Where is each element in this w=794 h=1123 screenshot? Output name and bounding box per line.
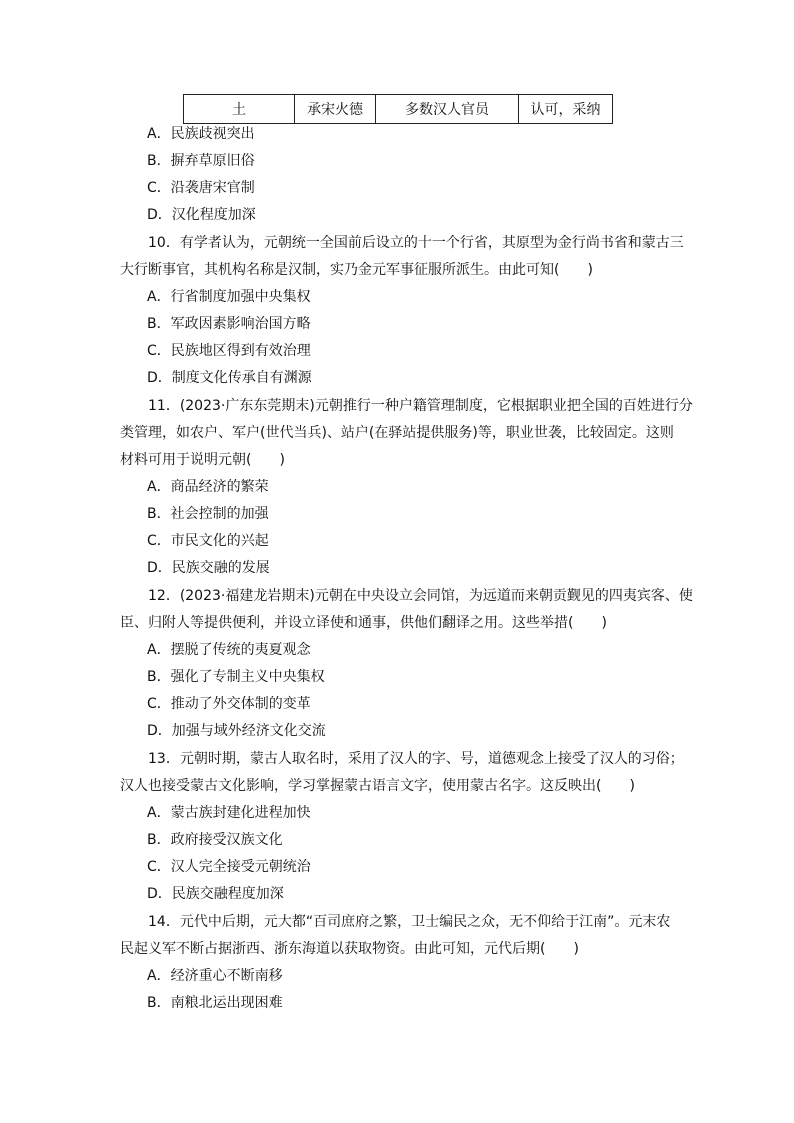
q14-option-a[interactable]: A．经济重心不断南移 bbox=[147, 968, 283, 984]
q11-stem-line1: 11．(2023·广东东莞期末)元朝推行一种户籍管理制度，它根据职业把全国的百姓进行分 bbox=[148, 398, 693, 414]
q9-option-d[interactable]: D．汉化程度加深 bbox=[147, 207, 256, 223]
table-cell-virtue: 承宋火德 bbox=[295, 95, 376, 124]
q13-option-a[interactable]: A．蒙古族封建化进程加快 bbox=[147, 805, 311, 821]
q9-option-a[interactable]: A．民族歧视突出 bbox=[147, 126, 255, 142]
answer-table bbox=[183, 94, 613, 124]
q14-stem-line1: 14．元代中后期，元大都“百司庶府之繁，卫士编民之众，无不仰给于江南”。元末农 bbox=[148, 914, 671, 930]
table-cell-element: 土 bbox=[184, 95, 295, 124]
q11-option-a[interactable]: A．商品经济的繁荣 bbox=[147, 479, 269, 495]
q10-option-b[interactable]: B．军政因素影响治国方略 bbox=[147, 316, 311, 332]
table-row bbox=[184, 95, 613, 124]
table-cell-officials: 多数汉人官员 bbox=[376, 95, 519, 124]
q14-stem-line2: 民起义军不断占据浙西、浙东海道以获取物资。由此可知，元代后期( ) bbox=[120, 941, 579, 957]
q11-stem-line2: 类管理，如农户、军户(世代当兵)、站户(在驿站提供服务)等，职业世袭，比较固定。这则 bbox=[120, 425, 674, 441]
q13-option-c[interactable]: C．汉人完全接受元朝统治 bbox=[147, 859, 311, 875]
q12-option-d[interactable]: D．加强与域外经济文化交流 bbox=[147, 723, 326, 739]
q11-stem-line3: 材料可用于说明元朝( ) bbox=[120, 452, 285, 468]
q12-option-c[interactable]: C．推动了外交体制的变革 bbox=[147, 696, 311, 712]
q10-option-c[interactable]: C．民族地区得到有效治理 bbox=[147, 343, 311, 359]
q9-option-b[interactable]: B．摒弃草原旧俗 bbox=[147, 153, 255, 169]
q12-stem-line1: 12．(2023·福建龙岩期末)元朝在中央设立会同馆，为远道而来朝贡觐见的四夷宾客、使 bbox=[148, 588, 693, 604]
q12-option-a[interactable]: A．摆脱了传统的夷夏观念 bbox=[147, 642, 311, 658]
q12-stem-line2: 臣、归附人等提供便利，并设立译使和通事，供他们翻译之用。这些举措( ) bbox=[120, 615, 607, 631]
q11-option-c[interactable]: C．市民文化的兴起 bbox=[147, 533, 269, 549]
q13-option-d[interactable]: D．民族交融程度加深 bbox=[147, 886, 284, 902]
table-cell-attitude: 认可，采纳 bbox=[519, 95, 613, 124]
q10-stem-line1: 10．有学者认为，元朝统一全国前后设立的十一个行省，其原型为金行尚书省和蒙古三 bbox=[148, 235, 684, 251]
q13-stem-line1: 13．元朝时期，蒙古人取名时，采用了汉人的字、号，道德观念上接受了汉人的习俗； bbox=[148, 751, 684, 767]
q10-option-d[interactable]: D．制度文化传承自有渊源 bbox=[147, 370, 312, 386]
q13-stem-line2: 汉人也接受蒙古文化影响，学习掌握蒙古语言文字，使用蒙古名字。这反映出( ) bbox=[120, 778, 635, 794]
q11-option-d[interactable]: D．民族交融的发展 bbox=[147, 560, 270, 576]
q13-option-b[interactable]: B．政府接受汉族文化 bbox=[147, 832, 283, 848]
q10-stem-line2: 大行断事官，其机构名称是汉制，实乃金元军事征服所派生。由此可知( ) bbox=[120, 262, 593, 278]
q11-option-b[interactable]: B．社会控制的加强 bbox=[147, 506, 269, 522]
q14-option-b[interactable]: B．南粮北运出现困难 bbox=[147, 995, 283, 1011]
q10-option-a[interactable]: A．行省制度加强中央集权 bbox=[147, 289, 311, 305]
q12-option-b[interactable]: B．强化了专制主义中央集权 bbox=[147, 669, 325, 685]
q9-option-c[interactable]: C．沿袭唐宋官制 bbox=[147, 180, 255, 196]
